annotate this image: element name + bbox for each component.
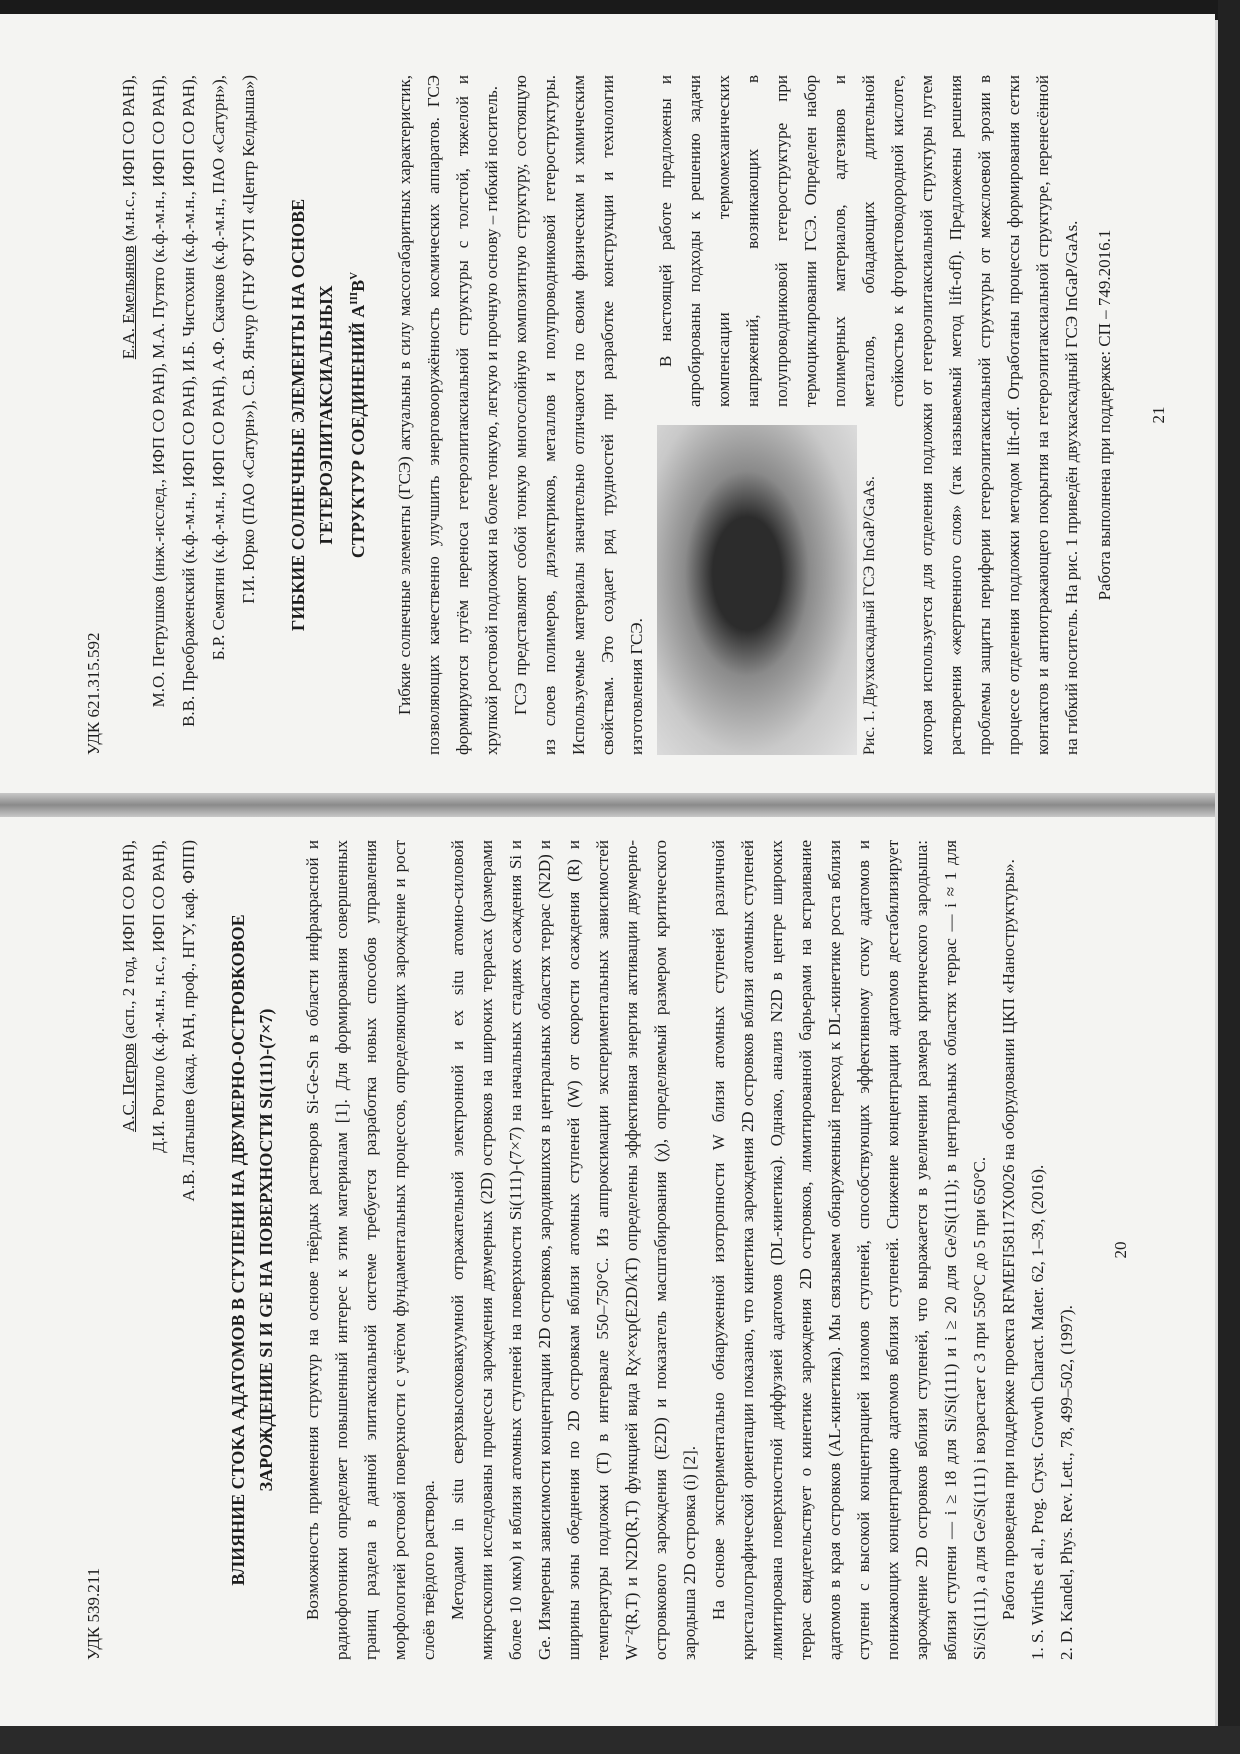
author-line: Б.Р. Семягин (к.ф.-м.н., ИФП СО РАН), А.Ф. Скачков (к.ф.-м.н., ПАО «Сатурн»), bbox=[209, 75, 228, 661]
author-list bbox=[114, 840, 204, 1660]
paragraph: Работа проведена при поддержке проекта RFMEFI58117X0026 на оборудовании ЦКП «Наноструктуры». bbox=[999, 859, 1018, 1620]
page-21 bbox=[80, 55, 1170, 775]
reference-item: 2. D. Kandel, Phys. Rev. Lett., 78, 499–502, (1997). bbox=[1057, 1305, 1076, 1660]
author-line: А.В. Латышев (акад. РАН, проф., НГУ, каф. ФПП) bbox=[179, 840, 198, 1202]
page-number: 20 bbox=[1111, 1241, 1130, 1259]
author-line: Г.И. Юрко (ПАО «Сатурн»), С.В. Янчур (ГНУ ФГУП «Центр Келдыша») bbox=[239, 75, 258, 604]
figure-1 bbox=[657, 425, 879, 755]
paragraph: Гибкие солнечные элементы (ГСЭ) актуальны в силу массогабаритных характеристик, позволяющих качественно улучшить энерговооружённость космических аппаратов. ГСЭ формируются путём переноса гетероэпитаксиальной структуры с толстой, тяжелой и хрупкой ростовой подложки на более тонкую, легкую и прочную основу – гибкий носитель. bbox=[395, 75, 501, 755]
paragraph: Методами in situ сверхвысоковакуумной отражательной электронной и ex situ атомно-силовой микроскопии исследованы процессы зарождения двумерных (2D) островков на широких террасах (размерами более 10 мкм) и вблизи атомных ступеней на поверхности Si(111)-(7×7) на начальных стадиях осаждения Si и Ge. Измерены зависимости концентрации 2D островков, зародившихся в центральных областях террас (N2D) и ширины зоны обеднения по 2D островкам вблизи атомных ступеней (W) от скорости осаждения (R) и температуры подложки (T) в интервале 550–750°C. Из аппроксимации экспериментальных зависимостей W⁻²(R,T) и N2D(R,T) функцией вида Rχ×exp(E2D/kT) определены эффективная энергия активации двумерно-островкового зарождения (E2D) и показатель масштабирования (χ), определяемый размером критического зародыша 2D островка (i) [2]. bbox=[448, 840, 699, 1660]
paragraph: Возможность применения структур на основе твёрдых растворов Si-Ge-Sn в области инфракрасной и радиофотоники определяет повышенный интерес к этим материалам [1]. Для формирования совершенных границ раздела в данной эпитаксиальной системе требуется разработка новых способов управления морфологией ростовой поверхности с учётом фундаментальных процессов, определяющих зарождение и рост слоёв твёрдого раствора. bbox=[303, 840, 438, 1660]
udk-code: УДК 621.315.592 bbox=[84, 632, 103, 755]
first-author: Е.А. Емельянов bbox=[119, 245, 138, 360]
article-body bbox=[390, 75, 1119, 755]
author-line: М.О. Петрушков (инж.-исслед., ИФП СО РАН), М.А. Путято (к.ф.-м.н., ИФП СО РАН), bbox=[149, 75, 168, 708]
page-number: 21 bbox=[1149, 406, 1168, 424]
udk-code: УДК 539.211 bbox=[84, 1567, 103, 1660]
funding-note: Работа выполнена при поддержке: СП – 749.2016.1 bbox=[1095, 229, 1114, 601]
figure-caption: Рис. 1. Двухкаскадный ГСЭ InGaP/GaAs. bbox=[861, 476, 878, 755]
paragraph: В настоящей работе предложены и апробированы подходы к решению задачи компенсации термомеханических напряжений, возникающих в полупроводниковой гетероструктуре при термоциклировании ГСЭ. Определен набор полимерных материалов, адгезивов и металлов, обладающих длительной стойкостью к фтористоводородной кислоте, которая используется для отделения подложки от гетероэпитаксиальной структуры путем растворения «жертвенного слоя» (так называемый метод lift-off). Предложены решения проблемы защиты периферии гетероэпитаксиальной структуры от межслоевой эрозии в процессе отделения подложки методом lift-off. Отработаны процессы формирования сетки контактов и антиотражающего покрытия на гетероэпитаксиальной структуре, перенесённой на гибкий носитель. На рис. 1 приведён двухкаскадный ГСЭ InGaP/GaAs. bbox=[656, 75, 1081, 755]
reference-item: 1. S. Wirths et al., Prog. Cryst. Growth Charact. Mater. 62, 1–39, (2016). bbox=[1028, 1164, 1047, 1660]
first-author: А.С. Петров bbox=[119, 1043, 138, 1133]
author-line: Е.А. Емельянов (м.н.с., ИФП СО РАН), bbox=[119, 75, 138, 360]
reference-list bbox=[1023, 840, 1081, 1660]
page-20 bbox=[80, 820, 1170, 1680]
paragraph: ГСЭ представляют собой тонкую многослойную композитную структуру, состоящую из слоев полимеров, диэлектриков, металлов и полупроводниковой гетероструктуры. Используемые материалы значительно отличаются по своим физическим и химическим свойствам. Это создает ряд трудностей при разработке конструкции и технологии изготовления ГСЭ. bbox=[511, 75, 646, 755]
paragraph: На основе экспериментально обнаруженной изотропности W близи атомных ступеней различной кристаллографической ориентации показано, что кинетика зарождения 2D островков вблизи атомных ступеней лимитирована поверхностной диффузией адатомов (DL-кинетика). Однако, анализ N2D в центре широких террас свидетельствует о кинетике зарождения 2D островков, лимитированной барьерами на встраивание адатомов в края островков (AL-кинетика). Мы связываем обнаруженный переход к DL-кинетике роста вблизи ступени с высокой концентрацией изломов ступеней, способствующих эффективному стоку адатомов и понижающих концентрацию адатомов вблизи ступеней. Снижение концентрации адатомов дестабилизирует зарождение 2D островков вблизи ступеней, что выражается в увеличении размера критического зародыша: вблизи ступени — i ≥ 18 для Si/Si(111) и i ≥ 20 для Ge/Si(111); в центральных областях террас — i ≈ 1 для Si/Si(111), а для Ge/Si(111) i возрастает с 3 при 550°C до 5 при 650°C. bbox=[709, 840, 989, 1660]
author-line: А.С. Петров (асп., 2 год, ИФП СО РАН), bbox=[119, 840, 138, 1133]
author-list bbox=[114, 75, 264, 755]
article-title: ВЛИЯНИЕ СТОКА АДАТОМОВ В СТУПЕНИ НА ДВУМЕРНО-ОСТРОВКОВОЕ ЗАРОЖДЕНИЕ SI И GE НА ПОВЕРХНОСТИ SI(111)-(7×7) bbox=[228, 914, 276, 1586]
article-body bbox=[298, 840, 1023, 1660]
scan-edge-bottom bbox=[0, 1726, 1240, 1754]
author-line: Д.И. Рогило (к.ф.-м.н., н.с., ИФП СО РАН), bbox=[149, 840, 168, 1153]
solar-cell-photo bbox=[657, 425, 857, 755]
book-gutter bbox=[0, 793, 1215, 817]
scan-edge-right bbox=[1218, 0, 1240, 1754]
article-title: ГИБКИЕ СОЛНЕЧНЫЕ ЭЛЕМЕНТЫ НА ОСНОВЕ ГЕТЕРОЭПИТАКСИАЛЬНЫХ СТРУКТУР СОЕДИНЕНИЙ $А^{III}В^V$ bbox=[288, 198, 368, 632]
author-line: В.В. Преображенский (к.ф.-м.н., ИФП СО РАН), И.Б. Чистохин (к.ф.-м.н., ИФП СО РАН), bbox=[179, 75, 198, 727]
